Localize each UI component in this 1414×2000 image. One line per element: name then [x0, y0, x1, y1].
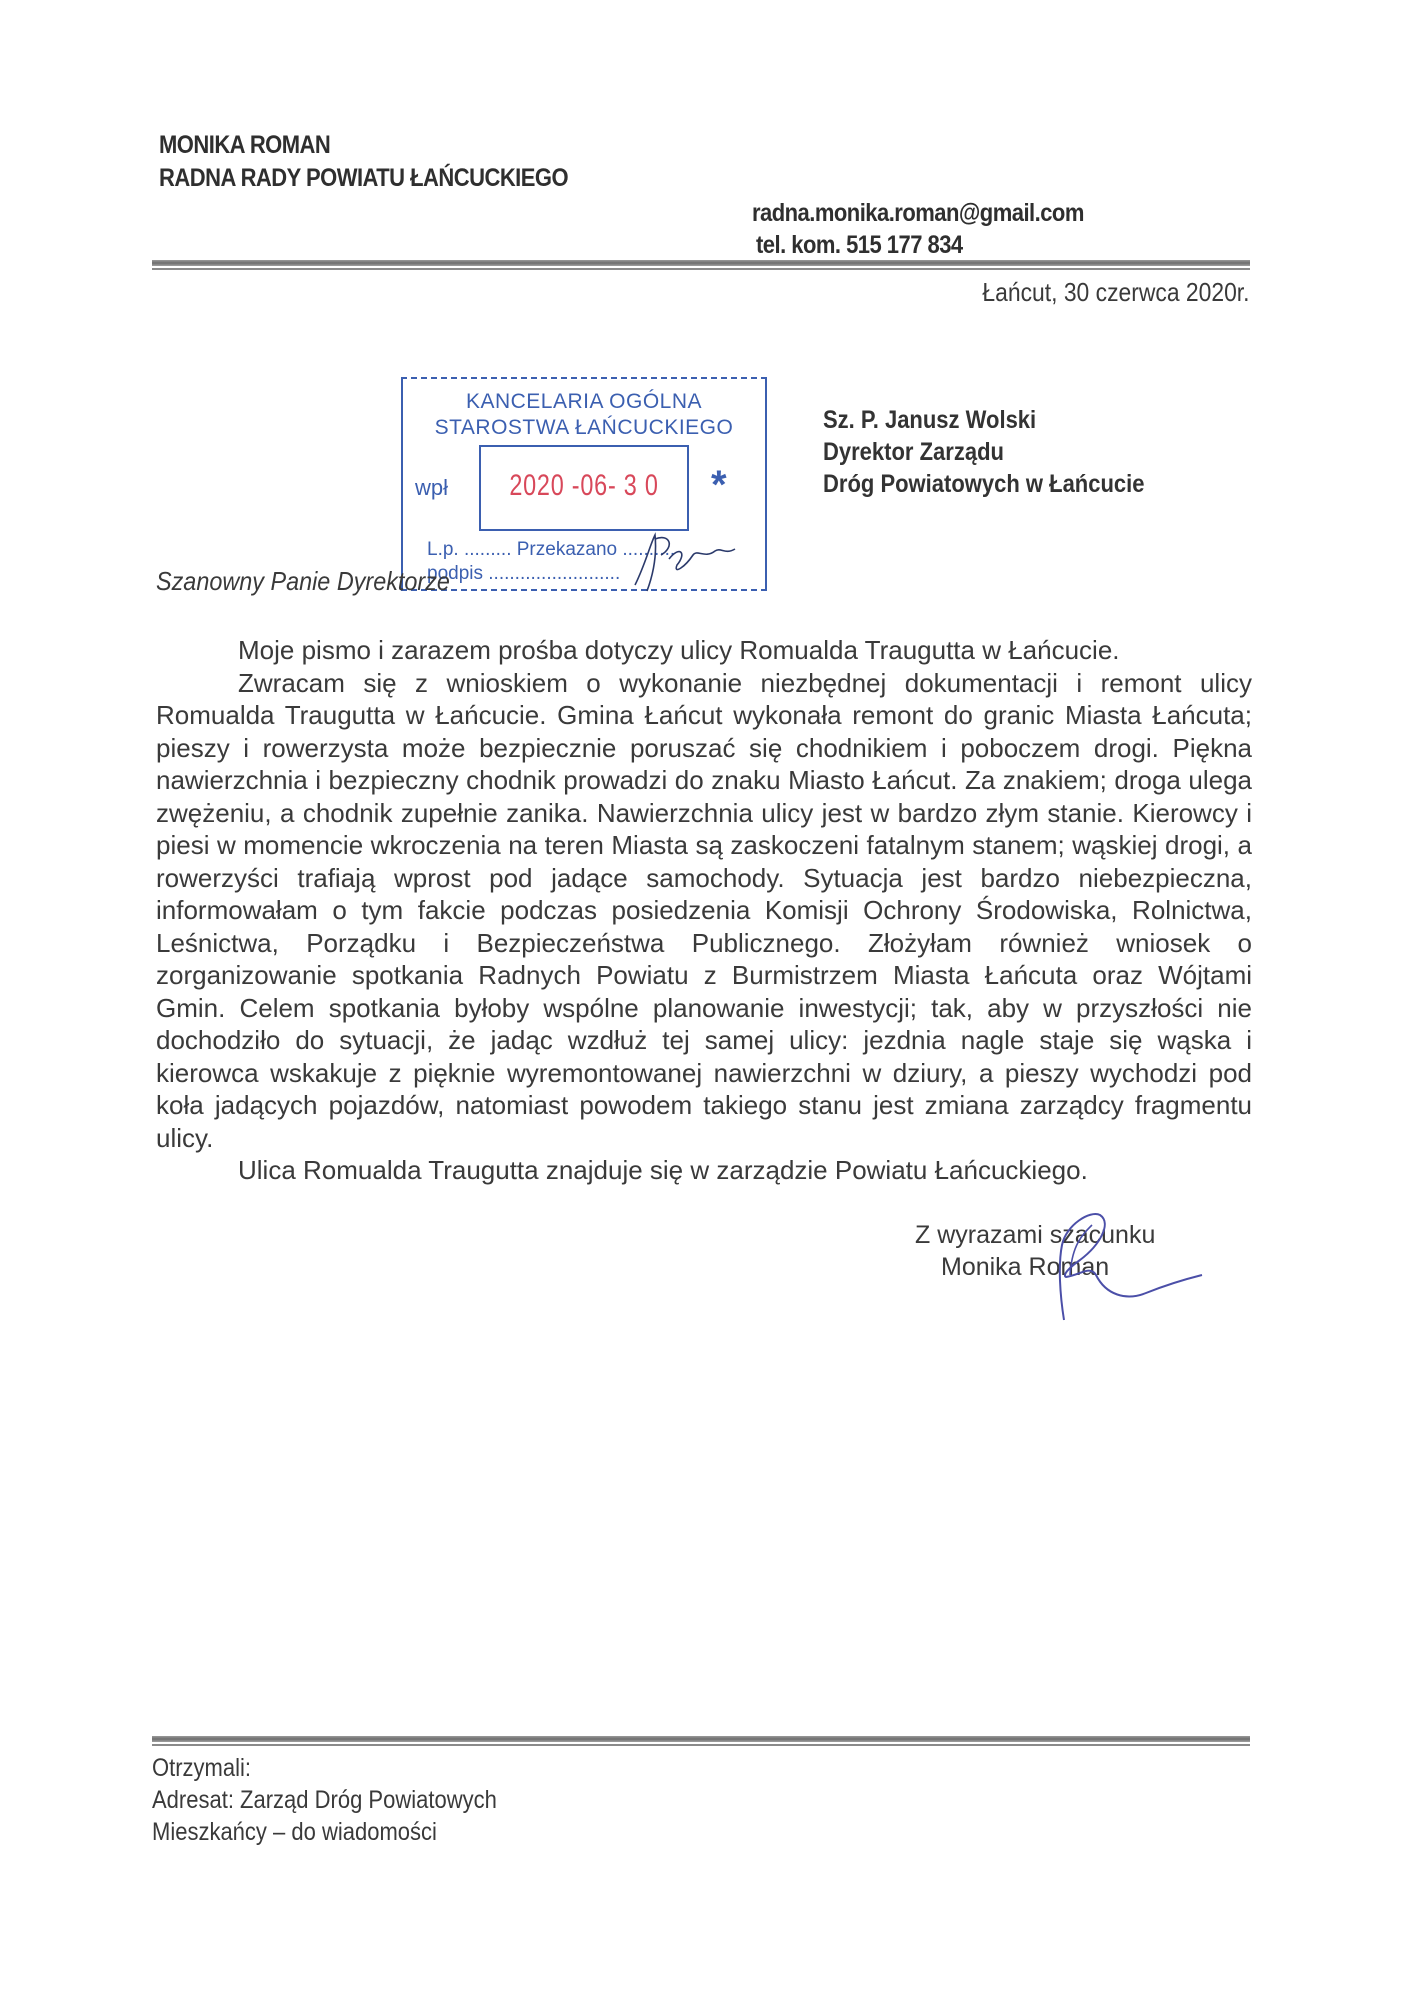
author-email: radna.monika.roman@gmail.com	[752, 199, 1084, 227]
star-icon: *	[711, 463, 727, 507]
recipient-institution: Dróg Powiatowych w Łańcucie	[823, 470, 1145, 498]
body-paragraph: Zwracam się z wnioskiem o wykonanie niezbędnej dokumentacji i remont ulicy Romualda Traugutta w Łańcucie. Gmina Łańcut wykonała remont do granic Miasta Łańcuta; pieszy i rowerzysta może bezpiecznie poruszać się chodnikiem i poboczem drogi. Piękna nawierzchnia i bezpieczny chodnik prowadzi do znaku Miasto Łańcut. Za znakiem; droga ulega zwężeniu, a chodnik zupełnie zanika. Nawierzchnia ulicy jest w bardzo złym stanie. Kierowcy i piesi w momencie wkroczenia na teren Miasta są zaskoczeni fatalnym stanem; wąskiej drogi, a rowerzyści trafiają wprost pod jadące samochody. Sytuacja jest bardzo niebezpieczna, informowałam o tym fakcie podczas posiedzenia Komisji Ochrony Środowiska, Rolnictwa, Leśnictwa, Porządku i Bezpieczeństwa Publicznego. Złożyłam również wniosek o zorganizowanie spotkania Radnych Powiatu z Burmistrzem Miasta Łańcuta oraz Wójtami Gmin. Celem spotkania byłoby wspólne planowanie inwestycji; tak, aby w przyszłości nie dochodziło do sytuacji, że jadąc wzdłuż tej samej ulicy: jezdnia nagle staje się wąska i kierowca wskakuje z pięknie wyremontowanej nawierzchni w dziury, a pieszy wychodzi pod koła jadących pojazdów, natomiast powodem takiego stanu jest zmiana zarządcy fragmentu ulicy.	[156, 667, 1252, 1153]
stamp-title-line2: STAROSTWA ŁAŃCUCKIEGO	[434, 416, 734, 439]
header-divider	[152, 260, 1250, 270]
handwritten-signature-icon	[1040, 1205, 1210, 1325]
stamp-initials-signature-icon	[625, 525, 745, 597]
stamp-lp-line: L.p. ......... Przekazano ..........	[427, 539, 676, 560]
recipient-name: Sz. P. Janusz Wolski	[823, 406, 1037, 434]
footer-divider	[152, 1736, 1250, 1746]
closing-signatory: Monika Roman	[941, 1253, 1110, 1281]
stamp-podpis-line: podpis .........................	[427, 563, 621, 584]
stamp-title-line1: KANCELARIA OGÓLNA	[465, 390, 703, 413]
distribution-label: Otrzymali:	[152, 1754, 251, 1782]
author-name: MONIKA ROMAN	[159, 131, 331, 159]
body-paragraph: Ulica Romualda Traugutta znajduje się w zarządzie Powiatu Łańcuckiego.	[238, 1155, 1088, 1185]
salutation: Szanowny Panie Dyrektorze	[156, 566, 450, 596]
stamp-received-date: 2020 -06- 3 0	[509, 469, 659, 502]
recipient-block	[823, 404, 1145, 500]
date-line: Łańcut, 30 czerwca 2020r.	[982, 277, 1250, 307]
registry-stamp	[401, 377, 767, 591]
letter-body	[156, 634, 1252, 1187]
stamp-wpl-label: wpł	[415, 475, 449, 500]
stamp-date-box	[479, 445, 689, 531]
distribution-item: Adresat: Zarząd Dróg Powiatowych	[152, 1786, 497, 1814]
distribution-item: Mieszkańcy – do wiadomości	[152, 1818, 437, 1846]
recipient-title: Dyrektor Zarządu	[823, 438, 1004, 466]
author-phone: tel. kom. 515 177 834	[756, 231, 963, 259]
body-paragraph: Moje pismo i zarazem prośba dotyczy ulicy Romualda Traugutta w Łańcucie.	[238, 635, 1120, 665]
author-role: RADNA RADY POWIATU ŁAŃCUCKIEGO	[159, 164, 569, 192]
closing-phrase: Z wyrazami szacunku	[915, 1221, 1156, 1249]
distribution-list	[152, 1752, 497, 1848]
